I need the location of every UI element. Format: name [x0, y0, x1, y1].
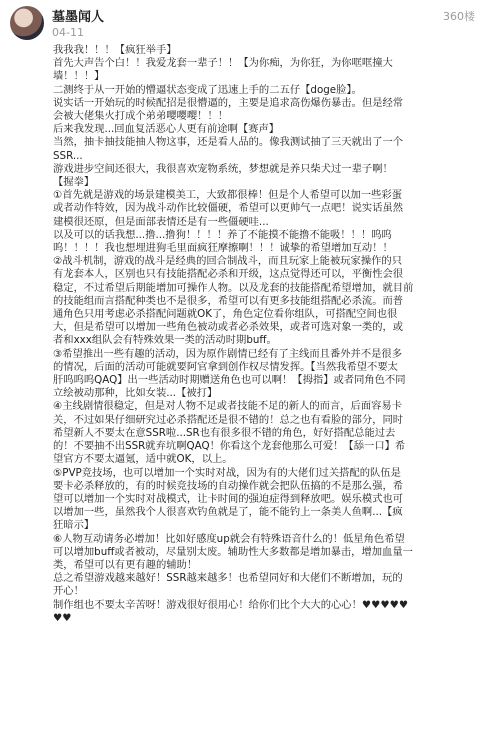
content-line: ③希望推出一些有趣的活动，因为原作剧情已经有了主线而且番外并不是很多	[53, 347, 403, 360]
content-line: 的技能组而言搭配种类也不是很多，希望可以有更多技能组搭配必杀流。而普	[53, 294, 404, 307]
post-date: 04-11	[52, 26, 84, 39]
floor-number: 360楼	[443, 10, 475, 23]
content-line: 的情况，后面的活动可能就要阿官拿到创作权尽情发挥。【当然我希望不要太	[53, 360, 398, 373]
content-line: ①首先就是游戏的场景建模美工，大致都很棒！但是个人希望可以加一些彩蛋	[53, 189, 403, 202]
content-line: 通角色只用考虑必杀搭配问题就OK了，角色定位看你组队，可搭配空间也很	[53, 308, 398, 321]
content-line: ⑥人物互动请务必增加！比如好感度up就会有特殊语音什么的！低星角色希望	[53, 532, 405, 545]
content-line: ②战斗机制，游戏的战斗是经典的回合制战斗，而且玩家上能被玩家操作的只	[53, 255, 403, 268]
username[interactable]: 墓墨闻人	[52, 10, 105, 25]
content-line: 总之希望游戏越来越好！SSR越来越多！也希望同好和大佬们不断增加，玩的	[53, 572, 403, 585]
content-line: 的！不要抽不出SSR就弃坑啊QAQ！你看这个龙套他那么可爱！【舔一口】希	[53, 440, 406, 453]
content-line: 建模很还原，但是面部表情还是有一些僵硬哇...	[53, 215, 269, 228]
content-line: 立绘被动那种，比如女装...【被打】	[53, 387, 218, 400]
content-line: ⑤PVP竞技场，也可以增加一个实时对战，因为有的大佬们过关搭配的队伍是	[53, 466, 401, 479]
content-line: 狂暗示】	[53, 519, 95, 532]
content-line: 会被大佬集火打成个弟弟嘤嘤嘤！！！	[53, 110, 229, 123]
content-line: 开心！	[53, 585, 84, 598]
content-line: 当然，抽卡抽技能抽人物这事，还是看人品的。像我测试抽了三天就出了一个	[53, 136, 404, 149]
avatar[interactable]	[10, 6, 44, 40]
content-line: 大，但是希望可以增加一些角色被动或者必杀效果，或者可选对象一类的，或	[53, 321, 404, 334]
content-line: 我我我！！！【疯狂举手】	[53, 44, 177, 56]
content-line: 可以增加buff或者被动，尽量别太废。辅助性大多数都是增加暴击，增加血量一	[53, 545, 413, 558]
content-line: ♥♥	[53, 611, 72, 624]
content-line: 【握拳】	[53, 176, 95, 189]
content-line: 说实话一开始玩的时候配招是很懵逼的，主要是追求高伤爆伤暴击。但是经常	[53, 96, 404, 109]
content-line: 望官方不要太逼氪，适中就OK，以上。	[53, 453, 233, 466]
content-line: 游戏进步空间还很大，我很喜欢宠物系统，梦想就是养只柴犬过一辈子啊！	[53, 162, 393, 175]
content-line: 墙！！！】	[53, 70, 105, 83]
content-line: 后来我发现...回血复活恶心人更有前途啊【赛声】	[53, 123, 280, 136]
content-line: 稳定，不过希望后期能增加可操作人物。以及龙套的技能搭配希望增加，就目前	[53, 281, 414, 294]
content-line: 肝呜呜呜QAQ】出一些活动时期赠送角色也可以啊！【拇指】或者同角色不同	[53, 374, 406, 387]
content-line: 呜！！！！我也想埋进狗毛里面疯狂摩擦啊！！！诚挚的希望增加互动！！	[53, 242, 393, 255]
content-line: 以增加一些，虽然我个人很喜欢钓鱼就是了，能不能钓上一条美人鱼啊...【疯	[53, 506, 403, 519]
content-line: 首先大声告个白！！我爱龙套一辈子！！【为你痴，为你狂，为你哐哐撞大	[53, 57, 393, 70]
content-line: 以及可以的话我想...撸...撸狗！！！！养了不能摸不能撸不能吸！！！呜呜	[53, 228, 392, 241]
content-line: 者和xxx组队会有特殊效果一类的活动时期buff。	[53, 334, 277, 347]
content-line: SSR...	[53, 149, 83, 162]
content-line: 或者动作特效，因为战斗动作比较僵硬，希望可以更帅气一点吧！说实话虽然	[53, 202, 404, 215]
content-line: 制作组也不要太辛苦呀！游戏很好很用心！给你们比个大大的心心！♥♥♥♥♥	[53, 598, 409, 611]
post-content	[53, 44, 481, 625]
post-header	[0, 0, 483, 44]
content-line: 要卡必杀释放的，有的时候竞技场的自动操作就会把队伍搞的不是那么强，希	[53, 479, 404, 492]
content-line: 类，希望可以有更有趣的辅助！	[53, 558, 198, 571]
content-line: 望可以增加一个实时对战模式，让卡时间的强迫症得到释放吧。娱乐模式也可	[53, 492, 404, 505]
content-line: 关，不过如果仔细研究过必杀搭配还是很不错的！总之也有看脸的部分，同时	[53, 413, 404, 426]
content-line: 二测终于从一开始的懵逼状态变成了迅速上手的二五仔【doge脸】。	[53, 83, 362, 96]
content-line: 希望新人不要太在意SSR啦...SR也有很多很不错的角色，好好搭配总能过去	[53, 426, 396, 439]
content-line: ④主线剧情很稳定，但是对人物不足或者技能不足的新人的而言，后面容易卡	[53, 400, 403, 413]
content-line: 有龙套本人，区别也只有技能搭配必杀和开级，这点觉得还可以，平衡性会很	[53, 268, 404, 281]
